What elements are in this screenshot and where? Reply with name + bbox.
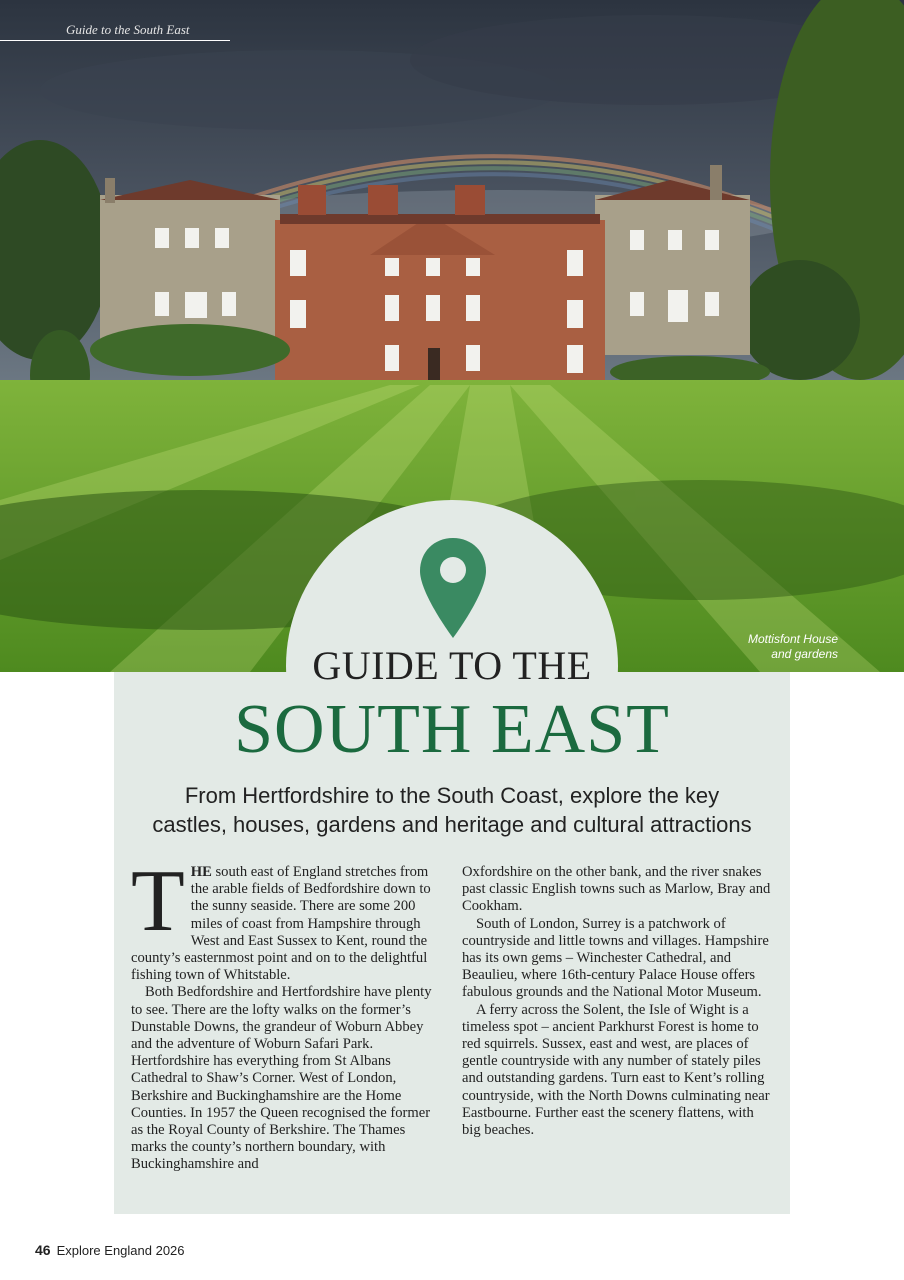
running-head: Guide to the South East bbox=[0, 22, 230, 41]
page-number: 46 bbox=[35, 1242, 51, 1258]
subtitle-line1: From Hertfordshire to the South Coast, explore the key bbox=[184, 783, 720, 808]
title-line2: SOUTH EAST bbox=[234, 691, 670, 768]
lead-in: HE bbox=[190, 864, 212, 880]
drop-cap: T bbox=[131, 853, 185, 950]
photo-caption-line1: Mottisfont House bbox=[747, 632, 838, 646]
article-paragraph-2: Both Bedfordshire and Hertfordshire have plenty to see. There are the lofty walks on the former’s Dunstable Downs, the grandeur of Woburn Abbey and the adventure of Woburn Safari Park. Hertfordshire has everything from St Albans Cathedral to Shaw’s Corner. West of London, Berkshire and Buckinghamshire are the Home Counties. In 1957 the Queen recognised the former as the Royal County of Berkshire. The Thames marks the county’s northern boundary, with Buckinghamshire and bbox=[131, 984, 432, 1173]
publication-name: Explore England 2026 bbox=[56, 1243, 185, 1258]
article-paragraph-1 bbox=[131, 853, 443, 984]
paragraph-1-text: south east of England stretches from the arable fields of Bedfordshire down to the sunny seaside. There are some 200 miles of coast from Hampshire through West and East Sussex to Kent, round the county’s easternmost point and on to the delightful fishing town of Whitstable. bbox=[131, 864, 431, 984]
article-paragraph-3: Oxfordshire on the other bank, and the river snakes past classic English towns such as Marlow, Bray and Cookham. bbox=[462, 864, 771, 915]
title-line1: GUIDE TO THE bbox=[312, 643, 592, 688]
location-pin-icon bbox=[418, 536, 488, 640]
subtitle bbox=[130, 781, 774, 839]
page-footer bbox=[35, 1242, 185, 1258]
subtitle-line2: castles, houses, gardens and heritage and cultural attractions bbox=[152, 812, 752, 837]
article-column-left bbox=[131, 853, 443, 1174]
article-paragraph-4: South of London, Surrey is a patchwork of countryside and little towns and villages. Hampshire has its own gems – Winchester Cathedral, and Beaulieu, where 16th-century Palace House offers fabulous grounds and the National Motor Museum. bbox=[462, 915, 769, 1001]
article-column-right bbox=[462, 864, 774, 1139]
photo-caption-line2: and gardens bbox=[771, 647, 838, 661]
article-paragraph-5: A ferry across the Solent, the Isle of Wight is a timeless spot – ancient Parkhurst Forest is home to red squirrels. Sussex, east and west, are places of gentle countryside with any number of stately piles and outstanding gardens. Turn east to Kent’s rolling countryside, with the North Downs culminating near Eastbourne. Further east the scenery flattens, with big beaches. bbox=[462, 1001, 770, 1139]
